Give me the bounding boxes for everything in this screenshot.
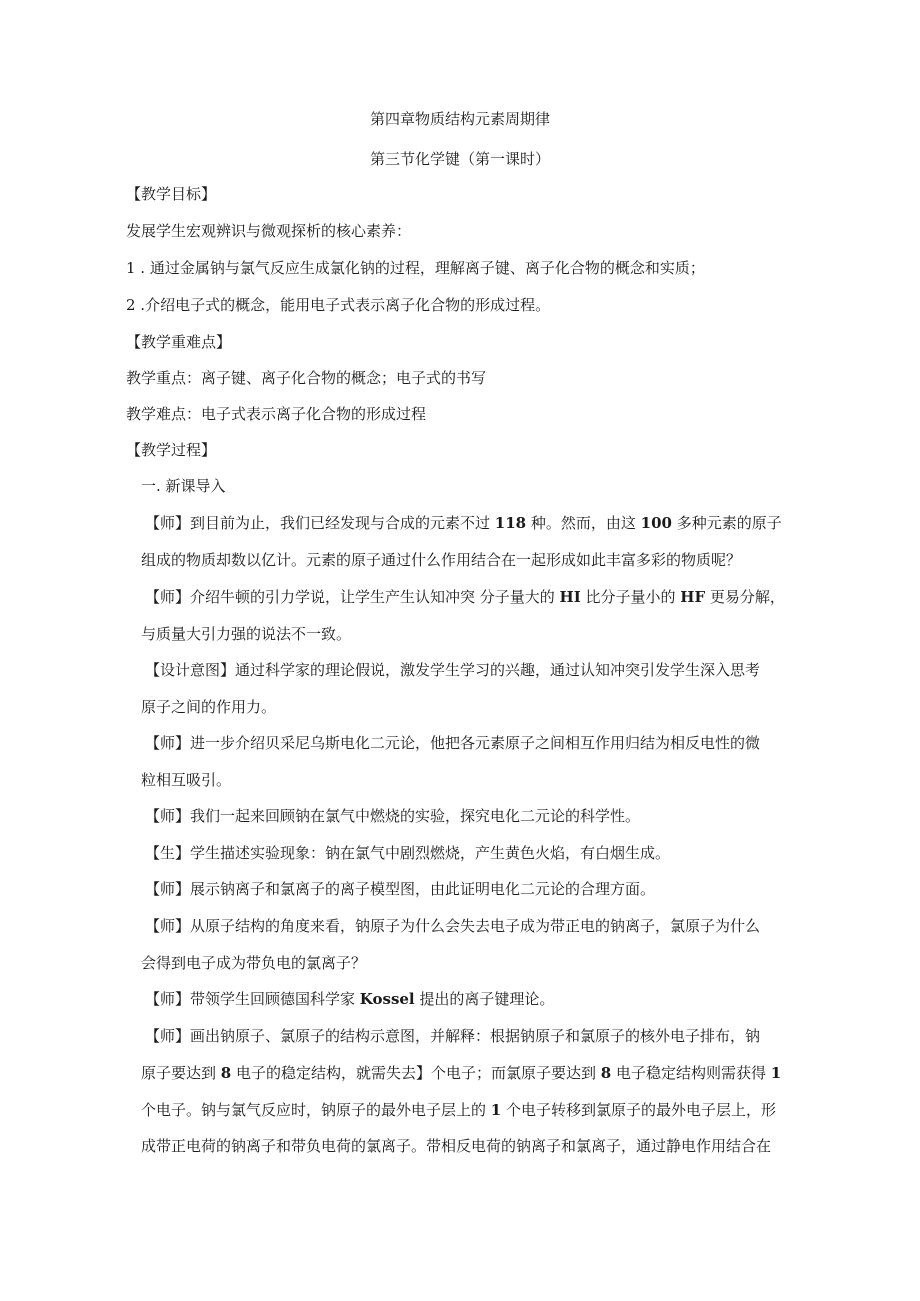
paragraph-line: 原子之间的作用力。 <box>141 698 277 716</box>
paragraph-6: 【生】学生描述实验现象：钠在氯气中剧烈燃烧，产生黄色火焰，有白烟生成。 <box>145 844 671 862</box>
objective-2: 2 .介绍电子式的概念，能用电子式表示离子化合物的形成过程。 <box>126 296 551 314</box>
paragraph-line: 【师】画出钠原子、氯原子的结构示意图，并解释：根据钠原子和氯原子的核外电子排布，钠 <box>145 1027 761 1045</box>
paragraph-line: 【师】进一步介绍贝采尼乌斯电化二元论，他把各元素原子之间相互作用归结为相反电性的微 <box>145 734 761 752</box>
objectives-heading: 【教学目标】 <box>126 185 217 203</box>
paragraph-line: 【师】从原子结构的角度来看，钠原子为什么会失去电子成为带正电的钠离子，氯原子为什么 <box>145 917 761 935</box>
section-title: 第三节化学键（第一课时） <box>369 150 550 168</box>
paragraph-5: 【师】我们一起来回顾钠在氯气中燃烧的实验，探究电化二元论的科学性。 <box>145 807 641 825</box>
paragraph-line: 个电子。钠与氯气反应时，钠原子的最外电子层上的 1 个电子转移到氯原子的最外电子层上，形 <box>141 1101 776 1119</box>
chapter-title: 第四章物质结构元素周期律 <box>369 110 550 128</box>
paragraph-line: 成带正电荷的钠离子和带负电荷的氯离子。带相反电荷的钠离子和氯离子，通过静电作用结合在 <box>141 1137 772 1155</box>
process-heading: 【教学过程】 <box>126 441 217 459</box>
keypoints-heading: 【教学重难点】 <box>126 333 232 351</box>
paragraph-line: 【师】介绍牛顿的引力学说，让学生产生认知冲突 分子量大的 HI 比分子量小的 HF 更易分解， <box>145 588 785 606</box>
objectives-intro: 发展学生宏观辨识与微观探析的核心素养： <box>126 222 412 240</box>
section-new-lesson-intro: 一. 新课导入 <box>141 477 226 495</box>
paragraph-7: 【师】展示钠离子和氯离子的离子模型图，由此证明电化二元论的合理方面。 <box>145 880 656 898</box>
paragraph-line: 【师】到目前为止，我们已经发现与合成的元素不过 118 种。然而，由这 100 多种元素的原子 <box>145 514 782 532</box>
objective-1: 1 . 通过金属钠与氯气反应生成氯化钠的过程，理解离子键、离子化合物的概念和实质； <box>126 259 705 277</box>
paragraph-9: 【师】带领学生回顾德国科学家 Kossel 提出的离子键理论。 <box>145 990 555 1008</box>
paragraph-line: 粒相互吸引。 <box>141 771 232 789</box>
paragraph-line: 组成的物质却数以亿计。元素的原子通过什么作用结合在一起形成如此丰富多彩的物质呢？ <box>141 551 742 569</box>
difficult-point: 教学难点：电子式表示离子化合物的形成过程 <box>126 405 427 423</box>
paragraph-line: 会得到电子成为带负电的氯离子？ <box>141 954 367 972</box>
paragraph-line: 与质量大引力强的说法不一致。 <box>141 625 352 643</box>
key-point: 教学重点：离子键、离子化合物的概念；电子式的书写 <box>126 369 487 387</box>
paragraph-line: 【设计意图】通过科学家的理论假说，激发学生学习的兴趣，通过认知冲突引发学生深入思考 <box>145 661 761 679</box>
paragraph-line: 原子要达到 8 电子的稳定结构，就需失去】个电子；而氯原子要达到 8 电子稳定结构则需获得 1 <box>141 1064 782 1082</box>
